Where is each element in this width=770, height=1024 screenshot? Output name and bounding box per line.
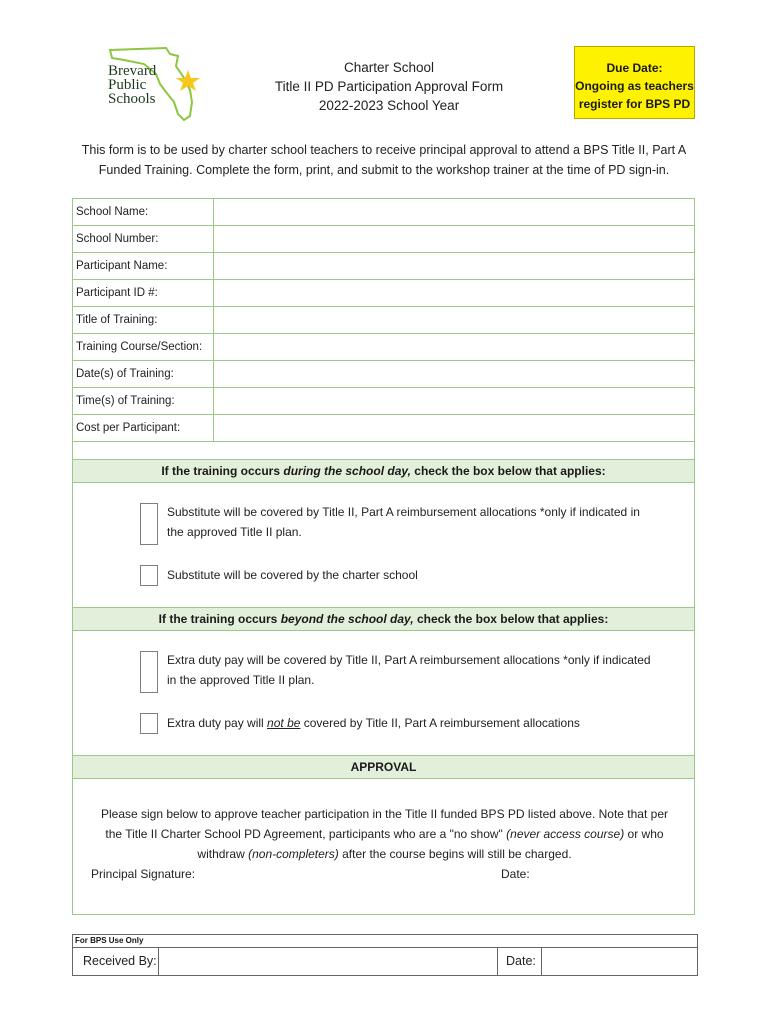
- field-label: School Name:: [73, 199, 214, 225]
- field-row-dates: [73, 361, 694, 388]
- extra-duty-title-ii-checkbox[interactable]: [140, 651, 158, 693]
- field-label: Participant Name:: [73, 253, 214, 279]
- approval-text: Please sign below to approve teacher participation in the Title II funded BPS PD listed above. Note that per the Title II Charter School PD Agreement, participants who are a "no show" (never access course) or who withdraw (non-completers) after the course begins will still be charged.: [100, 807, 668, 861]
- during-school-day-heading: If the training occurs during the school day, check the box below that applies:: [73, 459, 694, 483]
- field-row-title-of-training: [73, 307, 694, 334]
- brevard-public-schools-logo: [104, 44, 204, 124]
- times-of-training-input[interactable]: [214, 388, 694, 414]
- extra-duty-not-covered-checkbox[interactable]: [140, 713, 158, 734]
- field-label: Training Course/Section:: [73, 334, 214, 360]
- bps-use-only-heading: For BPS Use Only: [73, 935, 697, 948]
- approval-date-field[interactable]: [535, 865, 675, 885]
- participant-id-input[interactable]: [214, 280, 694, 306]
- field-row-times: [73, 388, 694, 415]
- beyond-school-day-heading: If the training occurs beyond the school day, check the box below that applies:: [73, 607, 694, 631]
- field-label: Participant ID #:: [73, 280, 214, 306]
- field-label: Title of Training:: [73, 307, 214, 333]
- participant-info-table: [72, 198, 695, 462]
- dates-of-training-input[interactable]: [214, 361, 694, 387]
- course-section-input[interactable]: [214, 334, 694, 360]
- field-row-school-name: [73, 199, 694, 226]
- bps-row: [73, 948, 697, 975]
- field-row-cost: [73, 415, 694, 442]
- received-by-label: Received By:: [73, 948, 159, 975]
- bps-date-label: Date:: [498, 948, 542, 975]
- field-label: School Number:: [73, 226, 214, 252]
- substitute-title-ii-checkbox[interactable]: [140, 503, 158, 545]
- logo-text: Brevard Public Schools: [108, 63, 157, 107]
- bps-date-field[interactable]: [542, 948, 697, 975]
- school-number-input[interactable]: [214, 226, 694, 252]
- title-of-training-input[interactable]: [214, 307, 694, 333]
- participant-name-input[interactable]: [214, 253, 694, 279]
- during-school-day-section: [72, 459, 695, 608]
- extra-duty-not-covered-label: Extra duty pay will not be covered by Title II, Part A reimbursement allocations: [167, 716, 580, 730]
- intro-text: This form is to be used by charter school teachers to receive principal approval to attend a BPS Title II, Part A Funded Training. Complete the form, print, and submit to the workshop trainer at the time of PD sign-in.: [81, 143, 687, 177]
- field-label: Time(s) of Training:: [73, 388, 214, 414]
- extra-duty-title-ii-label: Extra duty pay will be covered by Title II, Part A reimbursement allocations *only if indicated in the approved Title II plan.: [167, 653, 651, 687]
- approval-section: [72, 755, 695, 915]
- principal-signature-field[interactable]: [203, 865, 493, 885]
- field-label: Date(s) of Training:: [73, 361, 214, 387]
- field-row-course-section: [73, 334, 694, 361]
- due-date-box: Due Date: Ongoing as teachers register for BPS PD: [574, 46, 695, 119]
- approval-heading: APPROVAL: [73, 755, 694, 779]
- principal-signature-label: Principal Signature:: [91, 867, 196, 881]
- form-title: Charter School Title II PD Participation Approval Form 2022-2023 School Year: [274, 60, 504, 113]
- field-row-school-number: [73, 226, 694, 253]
- beyond-school-day-section: [72, 607, 695, 756]
- substitute-title-ii-label: Substitute will be covered by Title II, Part A reimbursement allocations *only if indicated in the approved Title II plan.: [167, 505, 640, 539]
- substitute-charter-label: Substitute will be covered by the charter school: [167, 568, 418, 582]
- bps-use-only-table: [72, 934, 698, 976]
- received-by-field[interactable]: [159, 948, 498, 975]
- field-row-participant-id: [73, 280, 694, 307]
- substitute-charter-checkbox[interactable]: [140, 565, 158, 586]
- cost-per-participant-input[interactable]: [214, 415, 694, 441]
- approval-date-label: Date:: [501, 867, 530, 881]
- field-row-participant-name: [73, 253, 694, 280]
- school-name-input[interactable]: [214, 199, 694, 225]
- field-label: Cost per Participant:: [73, 415, 214, 441]
